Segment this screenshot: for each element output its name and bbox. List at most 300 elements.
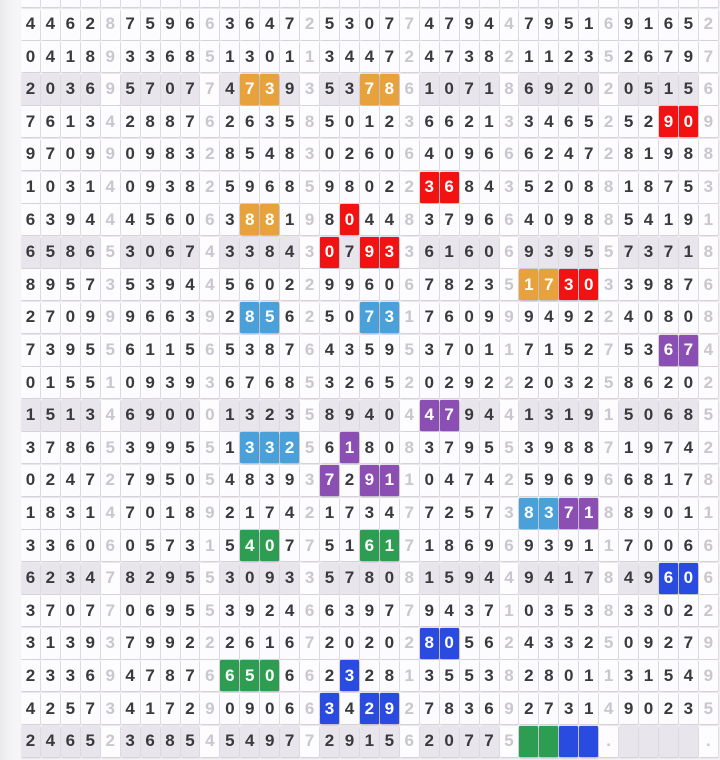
digit-cell: 4 [480,465,499,496]
digit-cell: 0 [340,628,359,659]
separator-cell: 5 [200,432,219,463]
digit-cell [480,0,499,7]
separator-cell: 2 [300,269,319,300]
highlighted-digit-cell: 0 [340,204,359,235]
separator-cell: 1 [400,465,419,496]
separator-cell [699,0,718,7]
digit-cell: 3 [539,595,558,626]
digit-cell: 0 [440,74,459,105]
digit-cell: 3 [41,204,60,235]
digit-cell: 6 [679,530,698,561]
separator-cell: 5 [300,400,319,431]
separator-cell: 5 [101,335,120,366]
digit-cell: 0 [220,693,239,724]
digit-cell: 4 [280,237,299,268]
digit-cell: 8 [280,367,299,398]
digit-cell [460,0,479,7]
digit-cell: 8 [21,269,40,300]
digit-cell: 7 [480,498,499,529]
separator-cell: 7 [400,530,419,561]
separator-cell: 2 [200,172,219,203]
digit-cell: 6 [21,237,40,268]
digit-cell: 0 [81,530,100,561]
draw-row [21,693,719,724]
digit-cell: 8 [579,172,598,203]
digit-cell: 9 [579,465,598,496]
digit-cell: 3 [21,530,40,561]
digit-cell: 0 [619,74,638,105]
highlighted-digit-cell: 6 [659,335,678,366]
digit-cell: 7 [41,432,60,463]
separator-cell: 8 [699,465,718,496]
digit-cell: 7 [161,530,180,561]
digit-cell: 3 [639,595,658,626]
digit-cell: 7 [340,237,359,268]
digit-cell: 9 [121,302,140,333]
digit-cell: 5 [61,367,80,398]
highlighted-digit-cell: 7 [360,74,379,105]
digit-cell: 6 [480,139,499,170]
separator-cell: 9 [200,498,219,529]
digit-cell [659,0,678,7]
separator-cell: 2 [699,367,718,398]
digit-cell: 7 [81,595,100,626]
digit-cell: 4 [61,465,80,496]
digit-cell: 3 [480,269,499,300]
digit-cell: 6 [659,9,678,40]
digit-cell: 6 [21,204,40,235]
separator-cell: 3 [300,74,319,105]
digit-cell: 9 [141,628,160,659]
digit-cell: 9 [161,432,180,463]
digit-cell: 0 [360,172,379,203]
digit-cell: 9 [41,269,60,300]
digit-cell [121,0,140,7]
digit-cell: 3 [61,660,80,691]
digit-cell: 0 [121,530,140,561]
highlighted-digit-cell [559,726,578,757]
digit-cell: 3 [121,237,140,268]
digit-cell: 2 [360,628,379,659]
highlighted-digit-cell: 0 [320,237,339,268]
digit-cell: 8 [659,269,678,300]
digit-cell: 9 [539,465,558,496]
digit-cell: 9 [141,465,160,496]
draw-row [21,432,719,463]
separator-cell: 6 [699,563,718,594]
digit-cell: 8 [460,172,479,203]
digit-cell: 3 [161,367,180,398]
digit-cell: 1 [619,172,638,203]
digit-cell: 5 [220,172,239,203]
digit-cell: 7 [280,530,299,561]
digit-cell: 9 [460,400,479,431]
digit-cell: 7 [480,726,499,757]
digit-cell: 9 [579,400,598,431]
digit-cell: 4 [121,204,140,235]
draw-row [21,628,719,659]
highlighted-digit-cell: 9 [659,106,678,137]
digit-cell: 1 [61,400,80,431]
digit-cell: 6 [21,563,40,594]
digit-cell: 4 [519,204,538,235]
digit-cell: 3 [559,367,578,398]
digit-cell: 8 [539,660,558,691]
digit-cell: 1 [659,74,678,105]
digit-cell: 0 [161,400,180,431]
digit-cell: 6 [61,726,80,757]
digit-cell: 1 [240,498,259,529]
digit-cell: 6 [81,237,100,268]
highlighted-digit-cell: 7 [240,74,259,105]
digit-cell: 0 [380,139,399,170]
digit-cell: 9 [280,74,299,105]
digit-cell: 7 [81,465,100,496]
separator-cell: 5 [599,41,618,72]
separator-cell: 5 [599,367,618,398]
digit-cell: 0 [659,498,678,529]
digit-cell: 1 [420,74,439,105]
digit-cell: 1 [579,9,598,40]
highlighted-digit-cell: 7 [679,335,698,366]
digit-cell: 2 [420,726,439,757]
digit-cell: 7 [460,726,479,757]
digit-cell: 1 [280,41,299,72]
digit-cell: 5 [360,335,379,366]
highlighted-digit-cell: 7 [539,269,558,300]
draw-row [21,498,719,529]
digit-cell: 9 [619,9,638,40]
separator-cell: 9 [699,106,718,137]
digit-cell: 0 [141,237,160,268]
digit-cell: 7 [340,498,359,529]
separator-cell: 8 [599,595,618,626]
digit-cell: 7 [440,41,459,72]
digit-cell: 7 [280,9,299,40]
digit-cell: 7 [161,693,180,724]
digit-cell: 0 [659,530,678,561]
digit-cell: 6 [141,595,160,626]
digit-cell: 1 [41,367,60,398]
digit-cell: 1 [480,335,499,366]
digit-cell: 8 [81,41,100,72]
separator-cell: 6 [200,204,219,235]
highlighted-digit-cell: 8 [420,628,439,659]
digit-cell [639,0,658,7]
digit-cell: 2 [679,595,698,626]
digit-cell: 4 [240,726,259,757]
draw-row [21,660,719,691]
digit-cell: 9 [380,335,399,366]
digit-cell: 8 [181,41,200,72]
digit-cell: 1 [61,41,80,72]
draw-row [21,139,719,170]
digit-cell: 2 [340,139,359,170]
separator-cell: 9 [101,74,120,105]
digit-cell: 7 [121,628,140,659]
digit-cell: 0 [380,269,399,300]
digit-cell: 9 [619,693,638,724]
separator-cell: 6 [599,9,618,40]
separator-cell: 3 [200,367,219,398]
digit-cell: 4 [519,628,538,659]
separator-cell: 5 [300,432,319,463]
digit-cell: 1 [579,693,598,724]
digit-cell: 4 [121,693,140,724]
digit-cell: 5 [121,269,140,300]
separator-cell: 8 [500,74,519,105]
digit-cell [240,0,259,7]
highlighted-digit-cell: 3 [559,269,578,300]
digit-cell: 4 [679,660,698,691]
digit-cell: 7 [460,74,479,105]
digit-cell: 6 [220,367,239,398]
digit-cell: 7 [659,237,678,268]
highlighted-digit-cell: 6 [220,660,239,691]
separator-cell: 9 [200,693,219,724]
digit-cell: 5 [141,9,160,40]
digit-cell: 6 [161,41,180,72]
separator-cell: 5 [300,367,319,398]
highlighted-digit-cell: 3 [260,432,279,463]
digit-cell: 6 [161,237,180,268]
digit-cell: 2 [380,172,399,203]
highlighted-digit-cell: 7 [320,465,339,496]
highlighted-digit-cell: 0 [679,563,698,594]
digit-cell: 8 [161,106,180,137]
separator-cell: 7 [699,41,718,72]
separator-cell: 2 [500,465,519,496]
digit-cell: 6 [121,335,140,366]
highlighted-digit-cell: 1 [340,432,359,463]
digit-cell: 6 [161,204,180,235]
digit-cell: 5 [440,660,459,691]
digit-cell: 5 [220,269,239,300]
separator-cell: 6 [300,693,319,724]
digit-cell: 4 [539,563,558,594]
digit-cell: 0 [141,498,160,529]
digit-cell: 3 [141,269,160,300]
separator-cell: 6 [400,74,419,105]
digit-cell: 0 [380,628,399,659]
digit-cell [320,0,339,7]
separator-cell: 8 [599,498,618,529]
digit-cell: 9 [460,204,479,235]
digit-cell: 8 [679,400,698,431]
separator-cell: 6 [500,530,519,561]
digit-cell: 8 [260,335,279,366]
digit-cell: 1 [559,563,578,594]
separator-cell: 6 [400,726,419,757]
digit-cell: 7 [81,693,100,724]
digit-cell: 8 [480,41,499,72]
digit-cell: 5 [460,498,479,529]
digit-cell: 5 [320,530,339,561]
highlighted-digit-cell: 7 [559,498,578,529]
separator-cell: 9 [101,660,120,691]
highlighted-digit-cell: 1 [519,269,538,300]
digit-cell: 6 [121,400,140,431]
draw-row [21,172,719,203]
digit-cell: 0 [380,432,399,463]
highlighted-digit-cell: 9 [360,465,379,496]
separator-cell: 1 [200,530,219,561]
digit-cell: 7 [679,465,698,496]
digit-cell: 2 [519,693,538,724]
separator-cell: 3 [300,563,319,594]
digit-cell: 2 [21,660,40,691]
digit-cell: 4 [41,726,60,757]
digit-cell: 0 [679,367,698,398]
digit-cell: 2 [659,367,678,398]
digit-cell: 0 [121,139,140,170]
separator-cell: 5 [200,595,219,626]
digit-cell: 8 [619,367,638,398]
digit-cell: 3 [220,595,239,626]
digit-cell: 0 [559,660,578,691]
digit-cell: 3 [41,530,60,561]
separator-cell: 4 [500,400,519,431]
digit-cell: 4 [21,693,40,724]
digit-cell: 0 [420,367,439,398]
digit-cell: 7 [260,498,279,529]
digit-cell: 4 [360,41,379,72]
digit-cell: 0 [380,400,399,431]
separator-cell: 4 [101,204,120,235]
highlighted-digit-cell [519,726,538,757]
digit-cell: 0 [320,139,339,170]
separator-cell: 2 [699,432,718,463]
digit-cell: 4 [480,563,499,594]
separator-cell: 2 [300,9,319,40]
digit-cell: 5 [559,9,578,40]
separator-cell: 9 [101,41,120,72]
digit-cell: 2 [41,563,60,594]
digit-cell: 3 [260,465,279,496]
separator-cell: 7 [300,628,319,659]
separator-cell: 4 [200,237,219,268]
digit-cell: 2 [559,74,578,105]
digit-cell: 9 [320,172,339,203]
digit-cell [380,0,399,7]
digit-cell: 3 [460,693,479,724]
digit-cell: 5 [619,106,638,137]
digit-cell [659,726,678,757]
digit-cell [579,0,598,7]
digit-cell: 5 [519,172,538,203]
digit-cell: 3 [559,628,578,659]
separator-cell: 6 [300,660,319,691]
separator-cell: 1 [699,498,718,529]
digit-cell: 3 [639,335,658,366]
digit-cell: 1 [539,335,558,366]
digit-cell [141,0,160,7]
digit-cell: 6 [280,628,299,659]
highlighted-digit-cell: 3 [420,172,439,203]
digit-cell: 0 [61,139,80,170]
highlighted-digit-cell: 1 [380,530,399,561]
digit-cell: 2 [539,172,558,203]
separator-cell: 7 [400,9,419,40]
separator-cell: 7 [400,498,419,529]
digit-cell: 7 [81,269,100,300]
digit-cell: 0 [121,595,140,626]
draw-row [21,302,719,333]
digit-cell: 1 [559,400,578,431]
digit-cell: 9 [519,563,538,594]
digit-cell: 6 [81,74,100,105]
highlighted-digit-cell: 8 [240,204,259,235]
digit-cell: 8 [61,432,80,463]
separator-cell: 7 [599,432,618,463]
digit-cell: 6 [619,465,638,496]
digit-cell: 4 [320,335,339,366]
digit-cell: 7 [440,204,459,235]
digit-cell: 0 [440,726,459,757]
separator-cell [300,0,319,7]
separator-cell: 5 [599,628,618,659]
separator-cell: 7 [599,335,618,366]
separator-cell: 7 [101,563,120,594]
separator-cell: 6 [200,335,219,366]
digit-cell: 6 [320,432,339,463]
digit-cell: 9 [141,139,160,170]
digit-cell [161,0,180,7]
separator-cell: 2 [101,465,120,496]
digit-cell: 9 [141,172,160,203]
digit-cell: 2 [220,302,239,333]
digit-cell: 8 [161,139,180,170]
digit-cell: 9 [320,269,339,300]
digit-cell: 3 [320,367,339,398]
separator-cell: 6 [500,139,519,170]
digit-cell: 6 [360,139,379,170]
digit-cell: 4 [380,498,399,529]
digit-cell: 8 [380,660,399,691]
digit-cell: 7 [579,563,598,594]
digit-cell [61,0,80,7]
digit-cell: 1 [220,41,239,72]
digit-cell: 3 [260,106,279,137]
separator-cell: 7 [400,595,419,626]
digit-cell: 6 [519,139,538,170]
digit-cell: 5 [41,400,60,431]
digit-cell: 7 [519,9,538,40]
digit-cell: 7 [539,693,558,724]
highlighted-digit-cell: 0 [579,269,598,300]
digit-cell: 1 [161,498,180,529]
digit-cell: 1 [81,498,100,529]
digit-cell: 9 [340,400,359,431]
digit-cell: 7 [619,237,638,268]
digit-cell: 3 [61,498,80,529]
digit-cell: 5 [320,563,339,594]
digit-cell: 4 [21,9,40,40]
trend-grid [21,0,719,760]
digit-cell: 3 [240,41,259,72]
separator-cell: 8 [101,9,120,40]
digit-cell: 0 [639,400,658,431]
digit-cell: 7 [280,726,299,757]
separator-cell: 5 [500,432,519,463]
digit-cell: 6 [161,302,180,333]
digit-cell: 0 [181,204,200,235]
digit-cell: 8 [260,237,279,268]
digit-cell: 7 [619,530,638,561]
digit-cell: 6 [320,595,339,626]
digit-cell: 7 [579,139,598,170]
digit-cell: 6 [260,172,279,203]
